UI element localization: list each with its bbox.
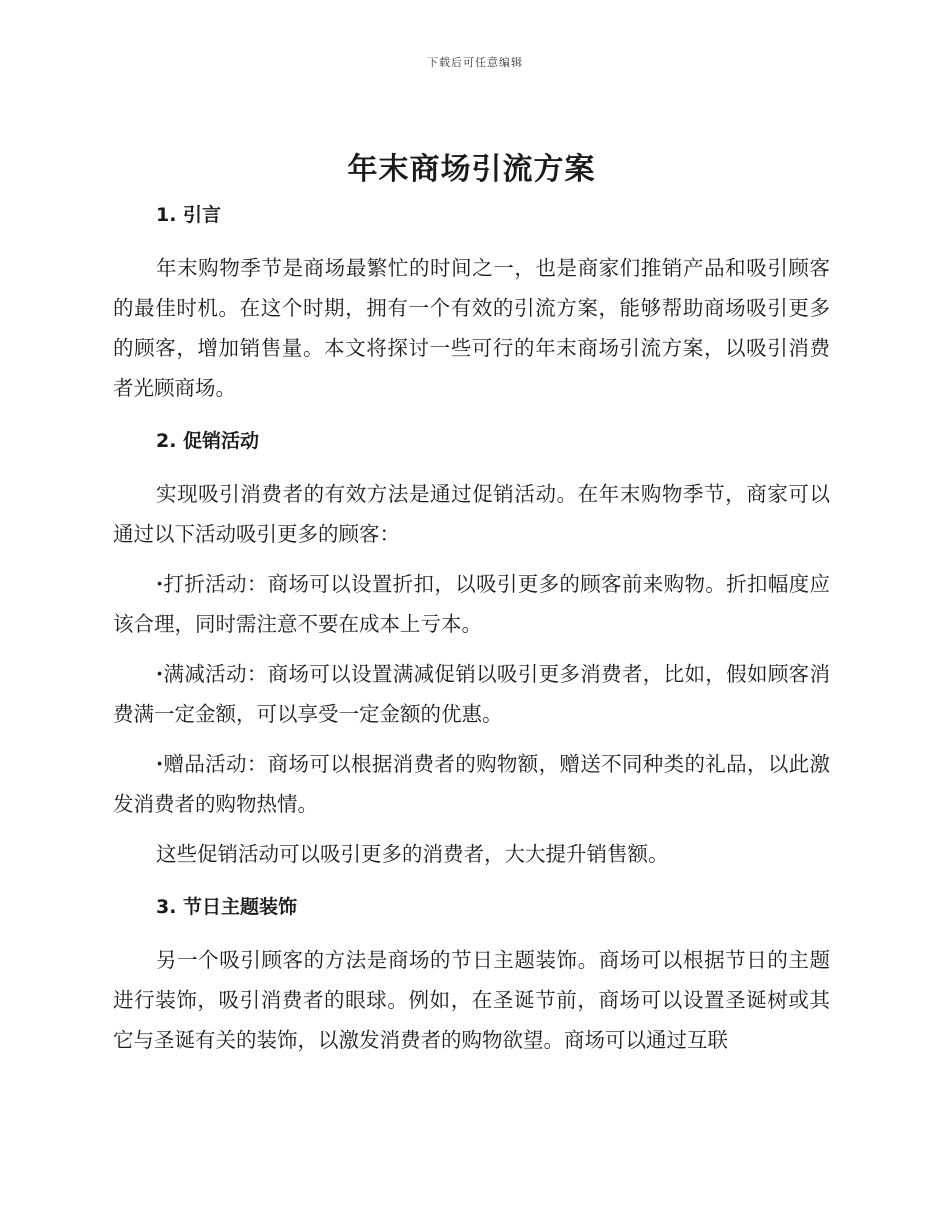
- bullet-text: 打折活动：商场可以设置折扣，以吸引更多的顾客前来购物。折扣幅度应该合理，同时需注意不要在成本上亏本。: [113, 572, 830, 636]
- bullet-text: 赠品活动：商场可以根据消费者的购物额，赠送不同种类的礼品，以此激发消费者的购物热情。: [113, 752, 830, 816]
- promotions-intro-paragraph: 实现吸引消费者的有效方法是通过促销活动。在年末购物季节，商家可以通过以下活动吸引更多的顾客：: [113, 482, 830, 546]
- page-header-note: 下载后可任意编辑: [427, 56, 523, 69]
- bullet-dot-icon: ·: [156, 572, 164, 596]
- document-body: [113, 150, 830, 1060]
- bullet-item-gifts: [113, 744, 830, 824]
- bullet-dot-icon: ·: [156, 752, 164, 776]
- intro-paragraph: 年末购物季节是商场最繁忙的时间之一，也是商家们推销产品和吸引顾客的最佳时机。在这个时期，拥有一个有效的引流方案，能够帮助商场吸引更多的顾客，增加销售量。本文将探讨一些可行的年末商场引流方案，以吸引消费者光顾商场。: [113, 256, 830, 400]
- document-title: 年末商场引流方案: [347, 152, 596, 187]
- bullet-item-discount: [113, 564, 830, 644]
- section-heading-intro: 1. 引言: [156, 204, 222, 226]
- section-heading-promotions: 2. 促销活动: [156, 430, 260, 452]
- decoration-paragraph: 另一个吸引顾客的方法是商场的节日主题装饰。商场可以根据节日的主题进行装饰，吸引消费者的眼球。例如，在圣诞节前，商场可以设置圣诞树或其它与圣诞有关的装饰，以激发消费者的购物欲望。商场可以通过互联: [113, 948, 830, 1052]
- bullet-text: 满减活动：商场可以设置满减促销以吸引更多消费者，比如，假如顾客消费满一定金额，可以享受一定金额的优惠。: [113, 662, 830, 726]
- section-heading-decoration: 3. 节日主题装饰: [156, 896, 298, 918]
- bullet-dot-icon: ·: [156, 662, 164, 686]
- bullet-item-spend-reduction: [113, 654, 830, 734]
- promotions-closing-paragraph: 这些促销活动可以吸引更多的消费者，大大提升销售额。: [156, 842, 669, 866]
